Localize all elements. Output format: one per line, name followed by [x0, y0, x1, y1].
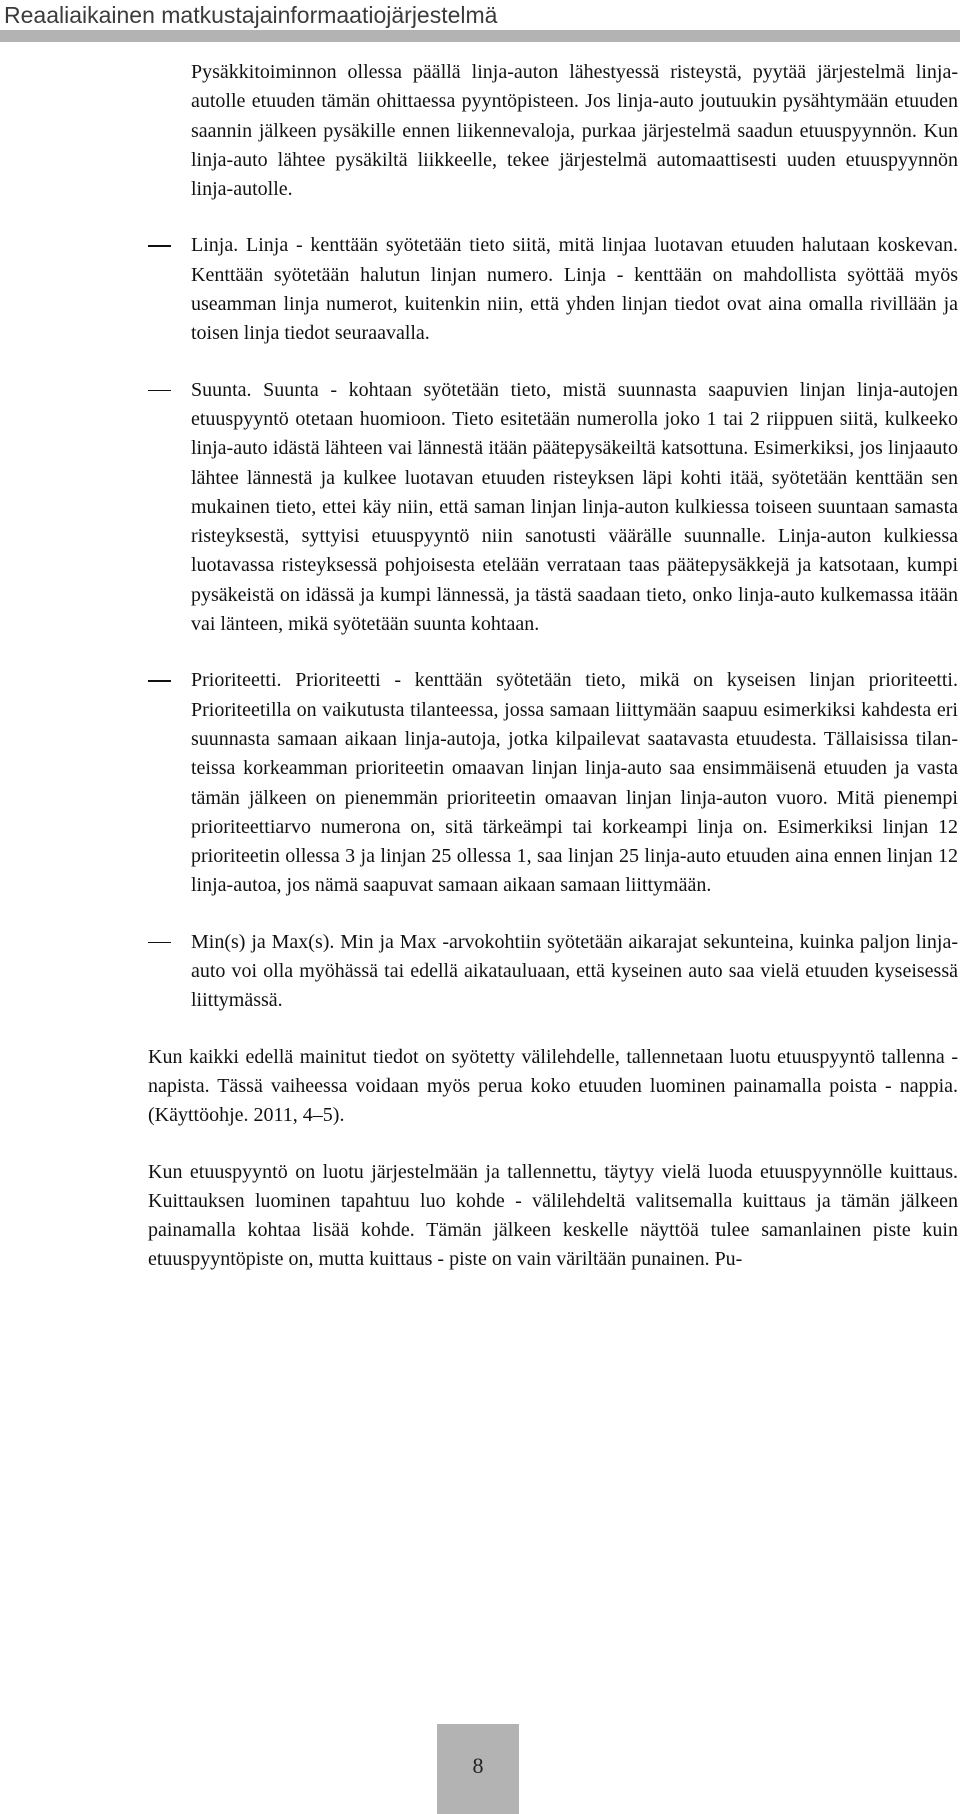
body-paragraph-save: Kun kaikki edellä mainitut tiedot on syötetty välilehdelle, tallennetaan luotu etuuspyyntö tallenna - napista. Tässä vaiheessa voidaan myös perua koko etuuden luominen painamalla poista - nappia. (Käyttöohje. 2011, 4–5).: [148, 1045, 958, 1127]
body-paragraph-acknowledgement: Kun etuuspyyntö on luotu järjestelmään ja tallennettu, täytyy vielä luoda etuuspyynnölle kuittaus. Kuittauksen luominen tapahtuu luo kohde - välilehdeltä valitsemalla kuittaus ja tämän jälkeen painamalla kohtaa lisää kohde. Tämän jälkeen keskelle näyttöä tulee samanlainen piste kuin etuuspyyntöpiste on, mutta kuittaus - piste on vain väriltään punainen. Pu-: [148, 1160, 958, 1271]
list-item-text: Prioriteetti. Prioriteetti - kenttään syötetään tieto, mikä on kyseisen linjan prioriteetti. Prioriteetilla on vaikutusta tilanteessa, jossa samaan liittymään saapuu esimerkiksi kahdesta eri suunnasta samaan aikaan linja-autoja, jotka kilpailevat saatavasta etuudesta. Tällaisissa tilanteissa korkeamman prioriteetin omaavan linjan linja-auto saa ensimmäisenä etuuden ja vasta tämän jälkeen on pienemmän prioriteetin omaavan linjan linja-auton vuoro. Mitä pienempi prioriteettiarvo numerona on, sitä tärkeämpi tai korkeampi linja on. Esimerkiksi linjan 12 prioriteetin ollessa 3 ja linjan 25 ollessa 1, saa linjan 25 linja-auto etuuden aina ennen linjan 12 linja-autoa, jos nämä saapuvat samaan aikaan samaan liittymään.: [191, 669, 958, 897]
list-item-text: Linja. Linja - kenttään syötetään tieto siitä, mitä linjaa luotavan etuuden halutaan koskevan. Kenttään syötetään halutun linjan numero. Linja - kenttään on mahdollista syöttää myös useamman linja numerot, kuitenkin niin, että yhden linjan tiedot ovat aina omalla rivillään ja toisen linja tiedot seuraavalla.: [191, 234, 958, 345]
page-header: [0, 0, 960, 44]
list-item-prioriteetti: [148, 666, 958, 900]
list-item-min-max: [148, 928, 958, 1016]
dash-bullet-icon: [148, 680, 171, 682]
list-item-text: Min(s) ja Max(s). Min ja Max -arvokohtiin syötetään aikarajat sekunteina, kuinka paljon linja-auto voi olla myöhässä tai edellä aikatauluaan, että kyseinen auto saa vielä etuuden kyseisessä liittymässä.: [191, 930, 958, 1012]
page-number: 8: [472, 1753, 484, 1778]
page-content: [148, 58, 958, 1302]
list-item-text: Suunta. Suunta - kohtaan syötetään tieto, mistä suunnasta saapuvien linjan linja-autojen etuuspyyntö otetaan huomioon. Tieto esitetään numerolla joko 1 tai 2 riippuen siitä, kulkeeko linja-auto idästä lähteen vai lännestä itään päätepysäkeiltä katsottuna. Esimerkiksi, jos linjaauto lähtee lännestä ja kulkee luotavan etuuden risteyksen läpi kohti itää, syötetään kenttään sen mukainen tieto, ettei käy niin, että saman linjan linja-auton kulkiessa toiseen suuntaan samasta risteyksestä, syttyisi etuuspyyntö niin sanotusti väärälle suunnalle. Linja-auton kulkiessa luotavassa risteyksessä pohjoisesta etelään verrataan taas päätepysäkkejä ja katsotaan, kumpi pysäkeistä on idässä ja kumpi lännessä, ja tästä saadaan tieto, onko linja-auto kulkemassa itään vai länteen, mikä syötetään suunta kohtaan.: [191, 378, 958, 636]
header-rule: [0, 30, 960, 42]
dash-bullet-icon: [148, 942, 171, 944]
page-number-box: [437, 1724, 519, 1814]
intro-block: [148, 58, 958, 204]
list-item-suunta: [148, 376, 958, 640]
dash-bullet-icon: [148, 245, 171, 247]
intro-paragraph: Pysäkkitoiminnon ollessa päällä linja-auton lähestyessä risteystä, pyytää järjestelmä linja-autolle etuuden tämän ohittaessa pyyntöpisteen. Jos linja-auto joutuukin pysähtymään etuuden saannin jälkeen pysäkille ennen liikennevaloja, purkaa järjestelmä saadun etuuspyynnön. Kun linja-auto lähtee pysäkiltä liikkeelle, tekee järjestelmä automaattisesti uuden etuuspyynnön linja-autolle.: [191, 61, 958, 201]
running-header-title: Reaaliaikainen matkustajainformaatiojärjestelmä: [4, 2, 498, 28]
dash-bullet-icon: [148, 390, 171, 392]
list-item-linja: [148, 231, 958, 348]
